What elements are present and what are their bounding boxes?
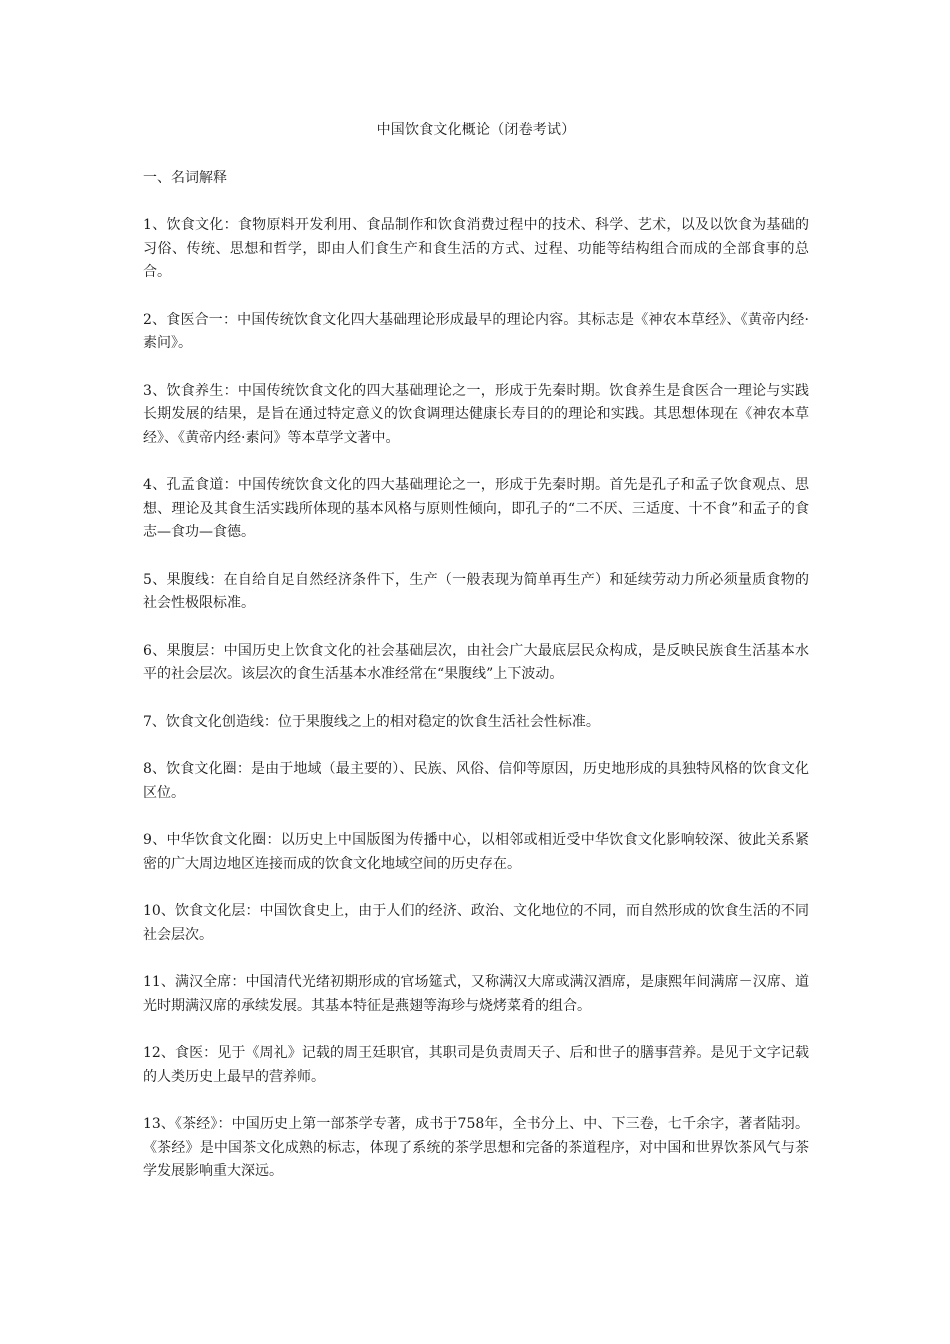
term-definition-10: 10、饮食文化层：中国饮食史上，由于人们的经济、政治、文化地位的不同，而自然形成的饮食生活的不同社会层次。 (143, 903, 809, 943)
term-definition-13: 13、《茶经》：中国历史上第一部茶学专著，成书于758年，全书分上、中、下三卷，七千余字，著者陆羽。《茶经》是中国茶文化成熟的标志，体现了系统的茶学思想和完备的茶道程序，对中国和世界饮茶风气与茶学发展影响重大深远。 (143, 1116, 809, 1179)
term-definition-7: 7、饮食文化创造线：位于果腹线之上的相对稳定的饮食生活社会性标准。 (143, 713, 600, 730)
term-definition-2: 2、食医合一：中国传统饮食文化四大基础理论形成最早的理论内容。其标志是《神农本草经》、《黄帝内经·素问》。 (143, 311, 809, 351)
term-definition-6: 6、果腹层：中国历史上饮食文化的社会基础层次，由社会广大最底层民众构成，是反映民族食生活基本水平的社会层次。该层次的食生活基本水准经常在“果腹线”上下波动。 (143, 642, 809, 682)
term-definition-3: 3、饮食养生：中国传统饮食文化的四大基础理论之一，形成于先秦时期。饮食养生是食医合一理论与实践长期发展的结果，是旨在通过特定意义的饮食调理达健康长寿目的的理论和实践。其思想体现在《神农本草经》、《黄帝内经·素问》等本草学文著中。 (143, 382, 809, 446)
term-definition-list (143, 214, 809, 1208)
term-definition-9: 9、中华饮食文化圈：以历史上中国版图为传播中心，以相邻或相近受中华饮食文化影响较深、彼此关系紧密的广大周边地区连接而成的饮食文化地域空间的历史存在。 (143, 832, 809, 872)
term-definition-5: 5、果腹线：在自给自足自然经济条件下，生产（一般表现为简单再生产）和延续劳动力所必须量质食物的社会性极限标准。 (143, 571, 809, 611)
term-definition-1: 1、饮食文化：食物原料开发利用、食品制作和饮食消费过程中的技术、科学、艺术，以及以饮食为基础的习俗、传统、思想和哲学，即由人们食生产和食生活的方式、过程、功能等结构组合而成的全部食事的总合。 (143, 217, 809, 280)
term-definition-4: 4、孔孟食道：中国传统饮食文化的四大基础理论之一，形成于先秦时期。首先是孔子和孟子饮食观点、思想、理论及其食生活实践所体现的基本风格与原则性倾向，即孔子的“二不厌、三适度、十不食”和孟子的食志—食功—食德。 (143, 477, 809, 540)
term-definition-11: 11、满汉全席：中国清代光绪初期形成的官场筵式，又称满汉大席或满汉酒席，是康熙年间满席－汉席、道光时期满汉席的承续发展。其基本特征是燕翅等海珍与烧烤菜肴的组合。 (143, 974, 809, 1014)
term-definition-8: 8、饮食文化圈：是由于地域（最主要的）、民族、风俗、信仰等原因，历史地形成的具独特风格的饮食文化区位。 (143, 761, 809, 801)
document-title: 中国饮食文化概论（闭卷考试） (376, 122, 576, 138)
section-heading: 一、名词解释 (143, 170, 227, 186)
term-definition-12: 12、食医：见于《周礼》记载的周王廷职官，其职司是负责周天子、后和世子的膳事营养。是见于文字记载的人类历史上最早的营养师。 (143, 1045, 809, 1085)
